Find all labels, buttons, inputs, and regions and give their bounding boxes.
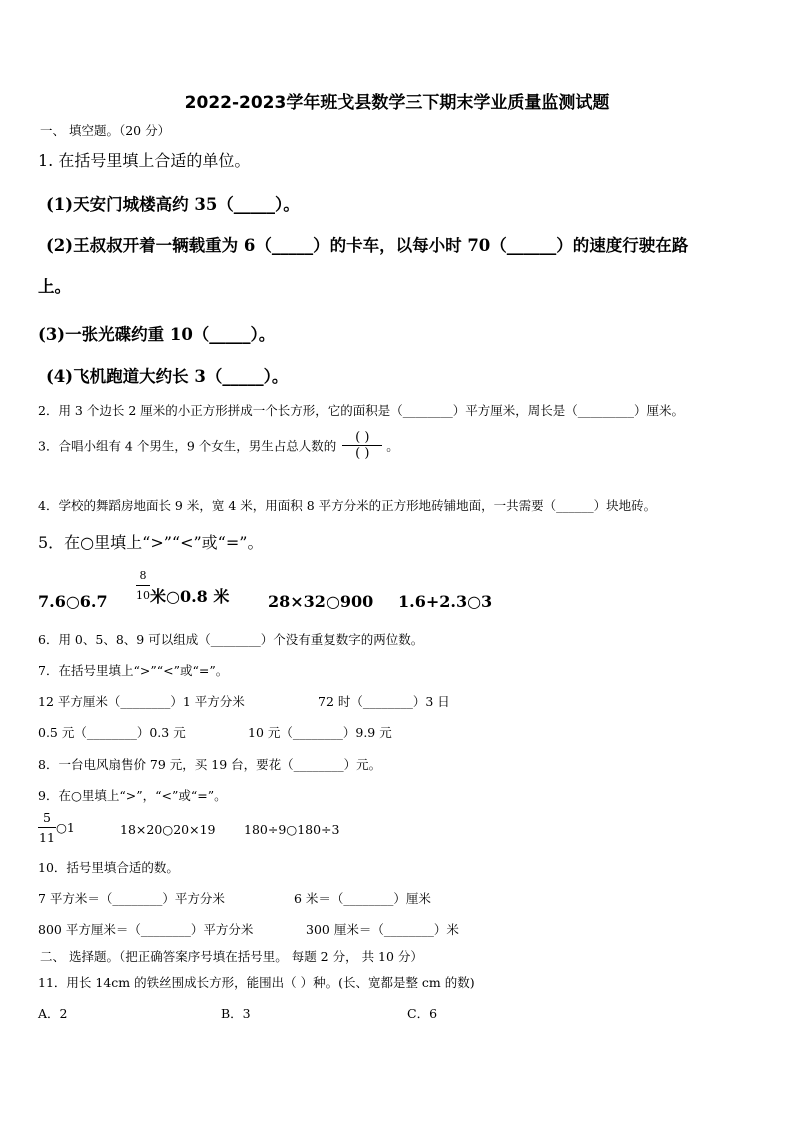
question-5-stem: 5．在○里填上“>”“<”或“=”。 <box>38 533 264 552</box>
question-9-expression-2: 18×20○20×19 <box>120 822 216 837</box>
question-11-option-b: B．3 <box>221 1006 251 1021</box>
question-10-item-b: 6 米＝（________）厘米 <box>294 891 431 906</box>
question-3-fraction-denominator: ( ) <box>355 446 370 461</box>
question-9-stem: 9．在○里填上“>”，“<”或“=”。 <box>38 788 227 803</box>
question-1-part-3: (3)一张光碟约重 10（_____）。 <box>38 325 276 344</box>
question-1-part-2-continued: 上。 <box>38 277 71 296</box>
question-9-expression-1-rest: ○1 <box>56 820 75 835</box>
question-10-item-d: 300 厘米＝（________）米 <box>306 922 459 937</box>
question-5-expression-1: 7.6○6.7 <box>38 592 108 611</box>
question-7-item-c: 0.5 元（________）0.3 元 <box>38 725 186 740</box>
question-1-part-4: (4)飞机跑道大约长 3（_____）。 <box>46 367 289 386</box>
question-5-expression-4: 1.6+2.3○3 <box>398 592 493 611</box>
question-7-item-b: 72 时（________）3 日 <box>318 694 450 709</box>
question-5-expression-3: 28×32○900 <box>268 592 374 611</box>
question-2: 2．用 3 个边长 2 厘米的小正方形拼成一个长方形，它的面积是（________）平方厘米，周长是（_________）厘米。 <box>38 403 685 418</box>
question-1-part-1: (1)天安门城楼高约 35（_____）。 <box>46 195 300 214</box>
question-3-stem: 3．合唱小组有 4 个男生，9 个女生，男生占总人数的 <box>38 438 337 454</box>
question-3-end: 。 <box>386 438 399 454</box>
question-9-fraction-denominator: 11 <box>39 830 55 845</box>
question-1-part-2: (2)王叔叔开着一辆载重为 6（_____）的卡车，以每小时 70（______）的速度行驶在路 <box>46 236 689 255</box>
question-9-fraction-numerator: 5 <box>43 810 51 825</box>
question-7-stem: 7．在括号里填上“>”“<”或“=”。 <box>38 663 229 678</box>
question-8: 8．一台电风扇售价 79 元，买 19 台，要花（________）元。 <box>38 757 382 772</box>
question-7-item-a: 12 平方厘米（________）1 平方分米 <box>38 694 245 709</box>
question-7-item-d: 10 元（________）9.9 元 <box>248 725 392 740</box>
question-5-fraction-denominator: 10 <box>136 589 150 602</box>
section-heading-fill-in: 一、 填空题。（20 分） <box>40 123 171 138</box>
question-6: 6．用 0、5、8、9 可以组成（________）个没有重复数字的两位数。 <box>38 632 424 647</box>
question-3-fraction <box>342 430 382 461</box>
question-11-option-c: C．6 <box>407 1006 438 1021</box>
question-3 <box>38 430 399 461</box>
question-11-option-a: A．2 <box>38 1006 68 1021</box>
question-9-expression-3: 180÷9○180÷3 <box>244 822 340 837</box>
question-5-fraction-numerator: 8 <box>139 569 147 582</box>
page-title: 2022-2023学年班戈县数学三下期末学业质量监测试题 <box>184 93 610 113</box>
question-3-fraction-numerator: ( ) <box>355 430 370 445</box>
question-9-fraction <box>38 810 56 845</box>
section-heading-multiple-choice: 二、 选择题。（把正确答案序号填在括号里。 每题 2 分， 共 10 分） <box>40 949 423 964</box>
question-9-expression-1 <box>38 810 75 845</box>
question-4: 4．学校的舞蹈房地面长 9 米，宽 4 米，用面积 8 平方分米的正方形地砖铺地面，一共需要（______）块地砖。 <box>38 498 657 513</box>
question-11-stem: 11．用长 14cm 的铁丝围成长方形，能围出（ ）种。(长、宽都是整 cm 的数) <box>38 975 475 990</box>
question-5-expression-2 <box>136 569 230 606</box>
question-10-stem: 10．括号里填合适的数。 <box>38 860 179 875</box>
question-1-stem: 1. 在括号里填上合适的单位。 <box>38 151 251 170</box>
question-10-item-c: 800 平方厘米＝（________）平方分米 <box>38 922 254 937</box>
question-10-item-a: 7 平方米＝（________）平方分米 <box>38 891 225 906</box>
question-5-expression-2-rest: 米○0.8 米 <box>150 587 230 606</box>
question-5-fraction <box>136 569 150 602</box>
